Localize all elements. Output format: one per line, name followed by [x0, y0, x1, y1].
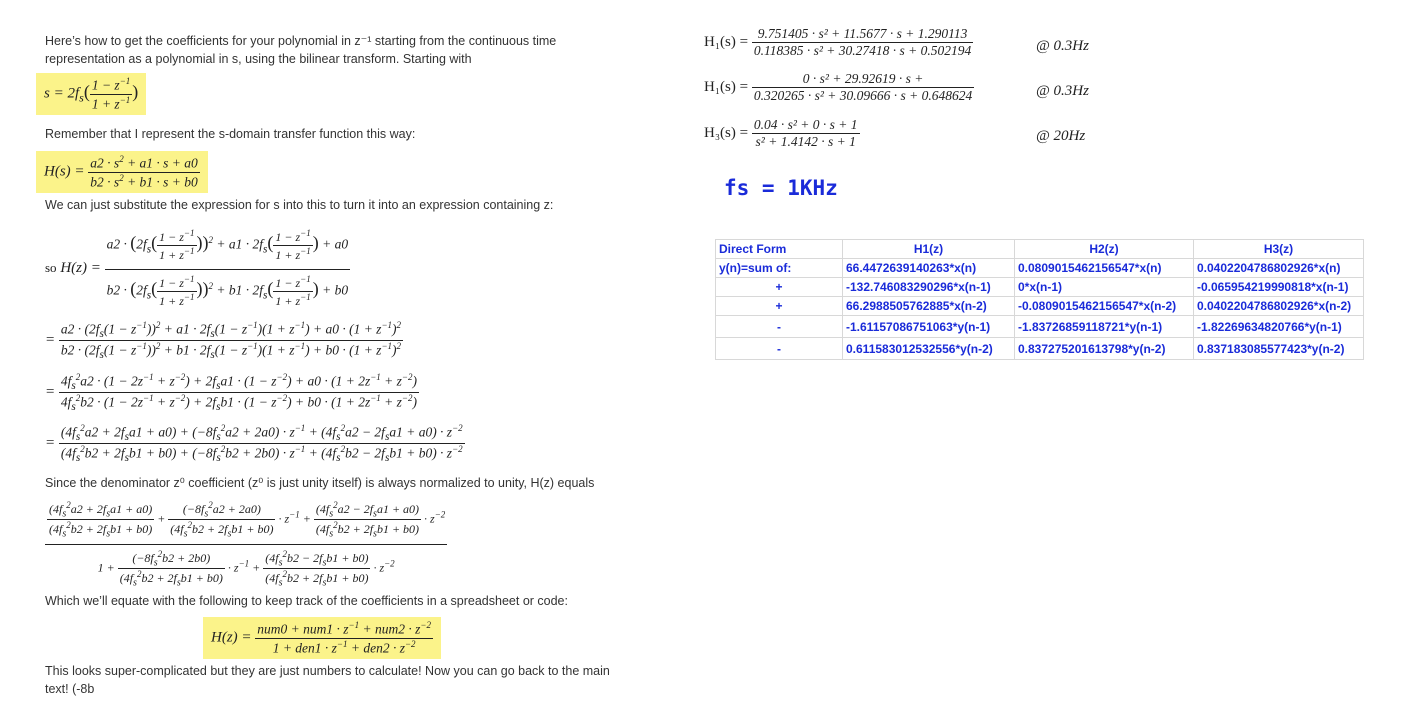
filter-h1-equation: H₁(s) = $\frac{\text{9.751405 · s² + 11.5677 · s + 1.290113}}{\text{0.118385 · s² + 30.27418 · s + 0.502194}}$ — [704, 26, 972, 58]
row-label: - — [716, 316, 843, 338]
cell-h2: -0.0809015462156547*x(n-2) — [1015, 297, 1194, 316]
expanded-equation-2: = $4f_s^2a2 \cdot (1 - 2z^{-1} + z^{-2}) + 2f_sa1 \cdot (1 - z^{-2}) + a0 \cdot (1 + 2z^{-1} + z^{-2})$ $4f_s^2b2 \cdot (1 - 2z^{-1} + z^{-2}) + 2f_sb1 \cdot (1 - z^{-2}) + b0 \cdot (1 + 2z^{-1} + z^{-2})$ — [45, 372, 417, 414]
remember-paragraph: Remember that I represent the s-domain transfer function this way: — [45, 127, 416, 141]
expanded-equation-3: = $(4f_s^2a2 + 2f_sa1 + a0) + (-8f_s^2a2 + 2a0) \cdot z^{-1} + (4f_s^2a2 - 2f_sa1 + a0) \cdot z^{-2}$ $(4f_s^2b2 + 2f_sb1 + b0) + (-8f_s^2b2 + 2b0) \cdot z^{-1} + (4f_s^2b2 - 2f_sb1 + b0) \cdot z^{-2}$ — [45, 423, 463, 465]
row-label: + — [716, 278, 843, 297]
header-h1: H1(z) — [843, 240, 1015, 259]
table-row — [716, 297, 1364, 316]
table-row — [716, 278, 1364, 297]
cell-h1: 66.2988505762885*x(n-2) — [843, 297, 1015, 316]
row-label: y(n)=sum of: — [716, 259, 843, 278]
filter-h2-equation: H₁(s) = $\frac{\text{0 · s² + 29.92619 · s +}}{\text{0.320265 · s² + 30.09666 · s + 0.648624}}$ — [704, 71, 973, 103]
table-header-row — [716, 240, 1364, 259]
outro-paragraph: This looks super-complicated but they are just numbers to calculate! Now you can go back to the main text! (-8b — [45, 664, 610, 696]
cell-h2: 0.837275201613798*y(n-2) — [1015, 338, 1194, 360]
filter-h3-frequency: @ 20Hz — [1036, 128, 1086, 144]
cell-h1: 0.611583012532556*y(n-2) — [843, 338, 1015, 360]
filter-h2-frequency: @ 0.3Hz — [1036, 83, 1089, 99]
cell-h3: -1.82269634820766*y(n-1) — [1194, 316, 1364, 338]
cell-h3: 0.0402204786802926*x(n) — [1194, 259, 1364, 278]
header-h2: H2(z) — [1015, 240, 1194, 259]
cell-h2: 0.0809015462156547*x(n) — [1015, 259, 1194, 278]
filter-h3-equation: H₃(s) = $\frac{\text{0.04 · s² + 0 · s + 1}}{\text{s² + 1.4142 · s + 1}}$ — [704, 117, 858, 149]
normalized-equation: $\frac{(4f_s^2a2 + 2f_sa1 + a0)}{(4f_s^2b2 + 2f_sb1 + b0)}$ + $\frac{(-8f_s^2a2 + 2a0)}{(4f_s^2b2 + 2f_sb1 + b0)}$ · $z^{-1}$ + $\frac{(4f_s^2a2 - 2f_sa1 + a0)}{(4f_s^2b2 + 2f_sb1 + b0)}$ · $z^{-2}$ 1 + $\frac{(-8f_s^2b2 + 2b0)}{(4f_s^2b2 + 2f_sb1 + b0)}$ · $z^{-1}$ + $\frac{(4f_s^2b2 - 2f_sb1 + b0)}{(4f_s^2b2 + 2f_sb1 + b0)}$ · $z^{-2}$ — [45, 500, 447, 589]
substitute-paragraph: We can just substitute the expression for s into this to turn it into an expression containing z: — [45, 198, 554, 212]
intro-paragraph: Here’s how to get the coefficients for your polynomial in z⁻¹ starting from the continuous time representation as a polynomial in s, using the bilinear transform. Starting with — [45, 34, 557, 66]
cell-h1: -132.746083290296*x(n-1) — [843, 278, 1015, 297]
coefficient-table — [715, 239, 1364, 360]
cell-h1: 66.4472639140263*x(n) — [843, 259, 1015, 278]
cell-h1: -1.61157086751063*y(n-1) — [843, 316, 1015, 338]
filter-h1-frequency: @ 0.3Hz — [1036, 38, 1089, 54]
which-paragraph: Which we’ll equate with the following to keep track of the coefficients in a spreadsheet or code: — [45, 594, 568, 608]
cell-h3: -0.065954219990818*x(n-1) — [1194, 278, 1364, 297]
row-label: - — [716, 338, 843, 360]
since-paragraph: Since the denominator z⁰ coefficient (z⁰ is just unity itself) is always normalized to unity, H(z) equals — [45, 476, 595, 490]
table-row — [716, 316, 1364, 338]
row-label: + — [716, 297, 843, 316]
table-row — [716, 259, 1364, 278]
sample-rate-label: fs = 1KHz — [724, 176, 838, 200]
bilinear-equation: $s = 2f_s$( $\frac{1 - z^{-1}}{1 + z^{-1}}$ ) — [36, 73, 146, 115]
cell-h3: 0.837183085577423*y(n-2) — [1194, 338, 1364, 360]
target-form-equation: H(z) = $\frac{num0 + num1 \cdot z^{-1} + num2 \cdot z^{-2}}{1 + den1 \cdot z^{-1} + den2 \cdot z^{-2}}$ — [203, 617, 441, 659]
transfer-function-equation: H(s) = $\frac{a2 \cdot s^2 + a1 \cdot s + a0}{b2 \cdot s^2 + b1 \cdot s + b0}$ — [36, 151, 208, 193]
substitution-equation: so H(z) = $a2 \cdot (2f_s$( $\frac{1 - z^{-1}}{1 + z^{-1}}$ ))$^2 + a1 \cdot 2f_s$( $\frac{1 - z^{-1}}{1 + z^{-1}}$ ) + a0 $b2 \cdot (2f_s$( $\frac{1 - z^{-1}}{1 + z^{-1}}$ ))$^2 + b1 \cdot 2f_s$( $\frac{1 - z^{-1}}{1 + z^{-1}}$ ) + b0 — [45, 228, 349, 308]
cell-h2: 0*x(n-1) — [1015, 278, 1194, 297]
cell-h3: 0.0402204786802926*x(n-2) — [1194, 297, 1364, 316]
header-direct-form: Direct Form — [716, 240, 843, 259]
cell-h2: -1.83726859118721*y(n-1) — [1015, 316, 1194, 338]
table-row — [716, 338, 1364, 360]
expanded-equation-1: = $a2 \cdot (2f_s(1 - z^{-1}))^2 + a1 \cdot 2f_s(1 - z^{-1})(1 + z^{-1}) + a0 \cdot (1 + z^{-1})^2$ $b2 \cdot (2f_s(1 - z^{-1}))^2 + b1 \cdot 2f_s(1 - z^{-1})(1 + z^{-1}) + b0 \cdot (1 + z^{-1})^2$ — [45, 320, 402, 362]
header-h3: H3(z) — [1194, 240, 1364, 259]
